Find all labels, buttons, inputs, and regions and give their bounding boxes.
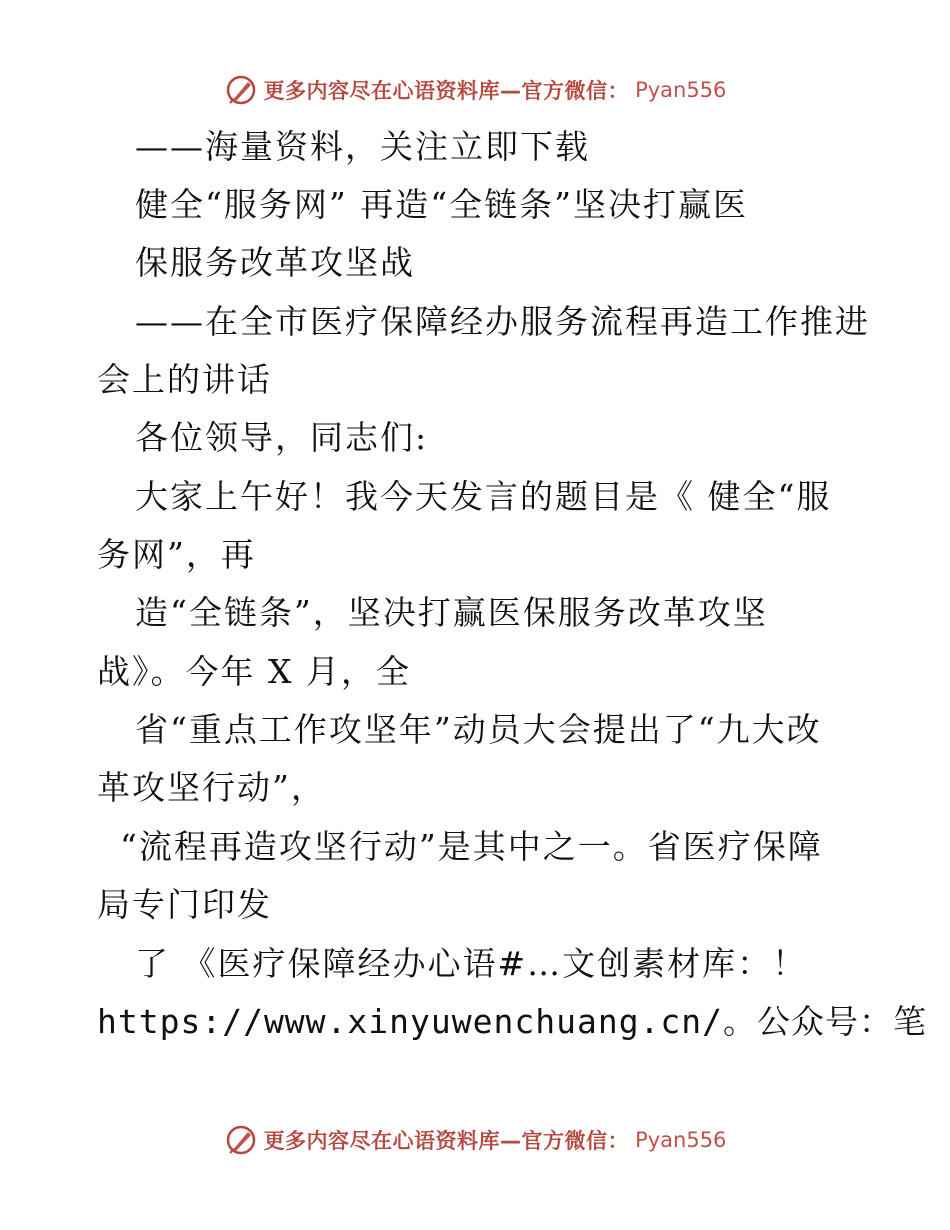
footer-banner (0, 1120, 950, 1160)
body-line: 战》。今年 X 月，全 (97, 652, 411, 691)
banner-wechat-id: Pyan556 (635, 78, 727, 102)
body-line: ——海量资料，关注立即下载 (135, 127, 590, 166)
header-banner (0, 70, 950, 110)
body-line: 保服务改革攻坚战 (135, 243, 415, 282)
body-line: 革攻坚行动”， (97, 768, 326, 807)
banner-text: 更多内容尽在心语资料库—官方微信： (263, 1129, 630, 1153)
body-line: 务网”，再 (97, 535, 256, 574)
body-line: “流程再造攻坚行动”是其中之一。省医疗保障 (120, 827, 823, 866)
feather-pen-circle-icon (224, 73, 258, 107)
body-line-url: https://www.xinyuwenchuang.cn/。公众号：笔 (97, 1002, 928, 1041)
feather-pen-circle-icon (224, 1123, 258, 1157)
body-line: 局专门印发 (97, 885, 272, 924)
banner-text: 更多内容尽在心语资料库—官方微信： (263, 79, 630, 103)
body-line: 各位领导，同志们: (135, 418, 429, 457)
body-line: 会上的讲话 (97, 360, 272, 399)
body-line: 健全“服务网” 再造“全链条”坚决打赢医 (135, 185, 748, 224)
body-line: 了 《医疗保障经办心语#…文创素材库：！ (135, 944, 808, 983)
body-line: 大家上午好！我今天发言的题目是《 健全“服 (135, 477, 832, 516)
banner-wechat-id: Pyan556 (635, 1128, 727, 1152)
body-line: ——在全市医疗保障经办服务流程再造工作推进 (135, 302, 870, 341)
body-line: 造“全链条”，坚决打赢医保服务改革攻坚 (135, 593, 768, 632)
body-line: 省“重点工作攻坚年”动员大会提出了“九大改 (135, 710, 822, 749)
